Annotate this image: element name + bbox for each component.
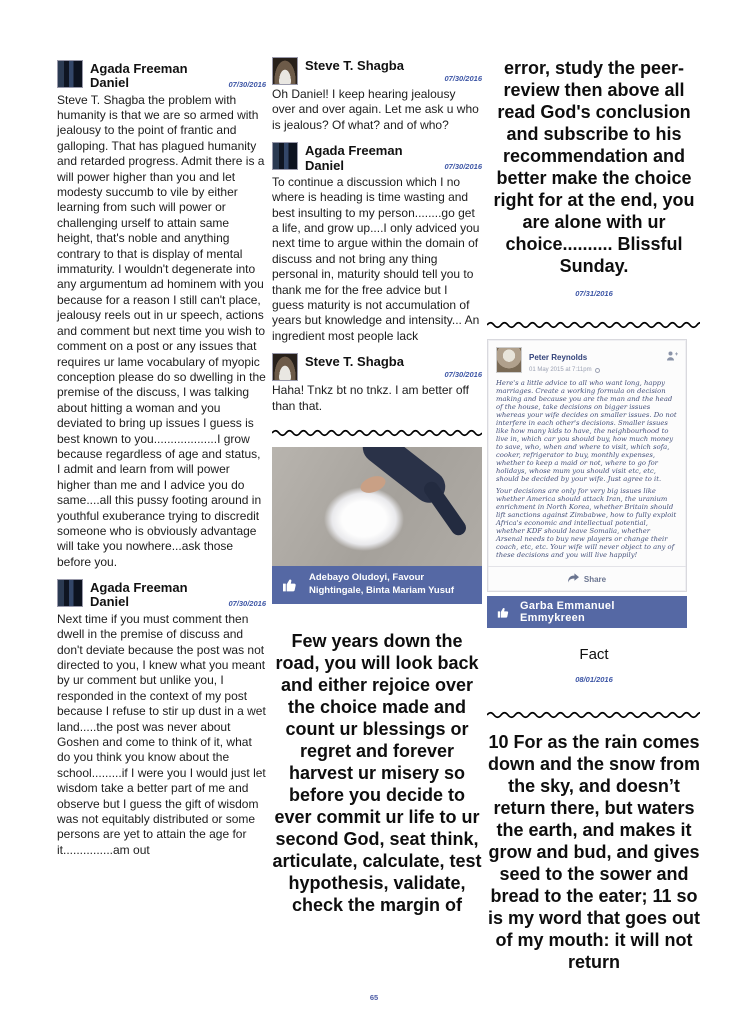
post-body: Steve T. Shagba the problem with humanity is that we are so armed with jealousy to the point of frantic and galloping. That has plagued humanity and retarded progress. Admit there is a will power higher than you and let modesty succumb to vile by either learning from such will power or challenging urself to attain same height, that's noble and anything contrary to that is display of mental immaturity. I wouldn't degenerate into any argumentum ad hominem with you because for a reason I still can't place, jealousy reels out in ur speech, actions and comment but next time you wish to comment on a post or any issues that requires ur lame vocabulary of myopic conception please do so dwelling in the premise of the discuss, I was talking about hitting a woman and you deviated to bring up issues I guess is best known to you...................I grow because regardless of age and status, I admit and learn from will power higher than me and I advice you do same....all this pussy footing around in youthful exuberance trying to discredit someone who is obviously advantage will take you nowhere...ask those before you. <box>57 92 266 569</box>
share-button <box>488 566 686 591</box>
post-header <box>272 57 482 85</box>
likers-bar <box>272 566 482 604</box>
screenshot-body <box>496 379 678 559</box>
post-body: Oh Daniel! I keep hearing jealousy over and over again. Let me ask u who is jealous? Of what? and of who? <box>272 87 479 132</box>
wave-line-icon <box>487 710 700 719</box>
wedding-photo <box>272 447 482 566</box>
author-name: Agada Freeman Daniel <box>90 580 188 610</box>
post-header <box>272 142 482 173</box>
post-header <box>272 353 482 381</box>
post-date: 07/30/2016 <box>228 598 266 608</box>
wave-line-icon <box>487 320 700 329</box>
post-date: 07/30/2016 <box>444 74 482 83</box>
post-header <box>57 579 266 610</box>
likers-names: Adebayo Oludoyi, Favour Nightingale, Binta Mariam Yusuf <box>309 572 454 597</box>
post-body: Next time if you must comment then dwell in the premise of discuss and don't deviate because the post was not directed to you, I knew what you meant by ur comment but unlike you, I responded in the context of my post because I refuse to stir up dust in a wet land.....the post was never about Goshen and come to think of it, what do you think you know about the school.........if I were you I would just let wisdom take a better part of me and observe but I guess the gift of wisdom was not equitably distributed or some persons are yet to attain the age for it...............am out <box>57 611 266 857</box>
bride-dress-shape <box>324 487 404 551</box>
avatar <box>57 579 83 607</box>
post-body: Haha! Tnkz bt no tnkz. I am better off than that. <box>272 383 469 413</box>
author-name: Agada Freeman Daniel <box>305 143 403 173</box>
likers-names: Garba Emmanuel Emmykreen <box>520 600 615 625</box>
author-name: Agada Freeman Daniel <box>90 61 188 91</box>
author-name: Steve T. Shagba <box>305 354 404 370</box>
timestamp-text: 01 May 2015 at 7:11pm <box>529 367 592 373</box>
wavy-divider <box>272 428 482 437</box>
post-date: 08/01/2016 <box>575 675 613 685</box>
avatar <box>496 347 522 373</box>
facebook-post <box>272 353 482 414</box>
post-header <box>57 60 266 91</box>
facebook-post <box>272 142 482 344</box>
post-date: 07/30/2016 <box>444 370 482 380</box>
avatar <box>272 57 298 85</box>
column-right <box>487 57 701 973</box>
screenshot-header <box>496 347 678 373</box>
quote-text-part2: error, study the peer-review then above all read God's conclusion and subscribe to his recommendation and better make the choice right for at the end, you are alone with ur choice.......... Blissful Sunday. <box>493 58 695 276</box>
post-date: 07/30/2016 <box>228 79 266 89</box>
timestamp <box>529 367 600 373</box>
thumbs-up-icon <box>282 577 298 593</box>
post-date: 07/30/2016 <box>444 161 482 171</box>
screenshot-paragraph: Here's a little advice to all who want long, happy marriages. Create a working formula on decision making and because you are the man and the head of the house, take decisions on bigger issues whereas your wife decides on smaller issues. Do not interfere in each other's decisions. Smaller issues like how many kids to have, the neighbourhood to live in, which car you should buy, how much money to save, who, when and where to visit, which sofa, cooker, refrigerator to buy, monthly expenses, whether to keep a maid or not, where to go for holidays, whose mum you should visit etc, etc, should be decided by your wife. Just agree to it. <box>496 379 677 484</box>
column-left <box>57 60 266 867</box>
wavy-divider <box>487 320 701 329</box>
facebook-post <box>57 579 266 858</box>
globe-icon <box>595 368 600 373</box>
post-body: To continue a discussion which I no where is heading is time wasting and best insulting to my person........go get a life, and grow up....I only adviced you next time to argue within the domain of discuss and not bring any thing personal in, maturity should tell you to thank me for the free advice but I guess maturity is not accumulation of years but knowledge and intensity... An ingredient most people lack <box>272 174 480 343</box>
avatar <box>57 60 83 88</box>
avatar <box>272 353 298 381</box>
post-date: 07/31/2016 <box>575 289 613 298</box>
quote-text-part1: Few years down the road, you will look back and either rejoice over the choice made and count ur blessings or regret and forever harvest ur misery so before you decide to ever commit ur life to ur second God, seat think, articulate, calculate, test hypothesis, validate, check the margin of <box>272 631 482 916</box>
author-name: Peter Reynolds <box>529 353 588 362</box>
facebook-post <box>272 57 482 133</box>
column-middle <box>272 57 482 916</box>
likers-bar <box>487 596 687 628</box>
wave-line-icon <box>272 428 482 437</box>
thumbs-up-icon <box>497 606 510 619</box>
avatar <box>272 142 298 170</box>
scripture-text: 10 For as the rain comes down and the snow from the sky, and doesn’t return there, but waters the earth, and makes it grow and bud, and gives seed to the sower and bread to the eater; 11 so is my word that goes out of my mouth: it will not return <box>487 732 701 973</box>
wavy-divider <box>487 710 701 719</box>
page-number: 65 <box>369 993 379 1002</box>
share-label: Share <box>583 574 607 584</box>
facebook-post <box>57 60 266 570</box>
author-name: Steve T. Shagba <box>305 58 404 73</box>
screenshot-paragraph: Your decisions are only for very big issues like whether America should attack Iran, the uranium enrichment in North Korea, whether Britain should lift sanctions against Zimbabwe, how to fully exploit Africa's economic and intellectual potential, whether KDF should leave Somalia, whether Arsenal needs to buy new players or change their coach, etc, etc. Your wife will never object to any of these decisions and you will live happily! <box>496 487 677 560</box>
facebook-screenshot <box>487 339 687 592</box>
add-friend-icon <box>666 349 678 367</box>
share-icon <box>568 573 579 585</box>
fact-label: Fact <box>579 646 609 664</box>
